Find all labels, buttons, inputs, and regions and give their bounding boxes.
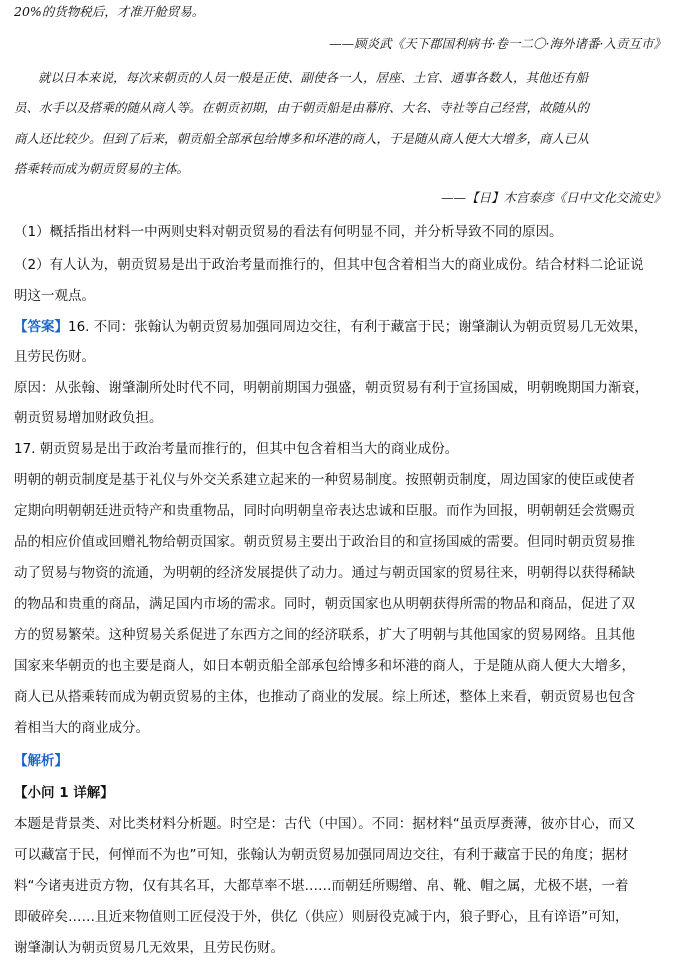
answer-reason-line: 原因：从张翰、谢肇淛所处时代不同，明朝前期国力强盛，朝贡贸易有利于宣扬国威，明朝晚期国力渐衰， bbox=[14, 380, 649, 396]
analysis-line: 本题是背景类、对比类材料分析题。时空是：古代（中国）。不同：据材料“虽贡厚赉薄，彼亦甘心，而又 bbox=[14, 816, 636, 832]
analysis-label: 【解析】 bbox=[14, 753, 68, 769]
excerpt-para-line: 就以日本来说，每次来朝贡的人员一般是正使、副使各一人，居座、土官、通事各数人，其他还有船 bbox=[38, 70, 589, 85]
answer-essay-line: 定期向明朝朝廷进贡特产和贵重物品，同时向明朝皇帝表达忠诚和臣服。而作为回报，明朝朝廷会赏赐贡 bbox=[14, 503, 635, 519]
answer-essay-line: 商人已从搭乘转而成为朝贡贸易的主体，也推动了商业的发展。综上所述，整体上来看，朝贡贸易也包含 bbox=[14, 689, 635, 705]
answer-essay-line: 国家来华朝贡的也主要是商人，如日本朝贡船全部承包给博多和坏港的商人，于是随从商人便大大增多， bbox=[14, 658, 635, 674]
question-2-line: 明这一观点。 bbox=[14, 288, 95, 304]
analysis-line: 谢肇淛认为朝贡贸易几无效果，且劳民伤财。 bbox=[14, 940, 284, 956]
answer-reason-line: 朝贡贸易增加财政负担。 bbox=[14, 410, 163, 426]
answer-label: 【答案】 bbox=[14, 319, 68, 335]
answer-essay-line: 着相当大的商业成分。 bbox=[14, 720, 149, 736]
answer-17-line: 17. 朝贡贸易是出于政治考量而推行的，但其中包含着相当大的商业成份。 bbox=[14, 441, 459, 457]
answer-16-line bbox=[14, 318, 679, 336]
excerpt-para-line: 商人还比较少。但到了后来，朝贡船全部承包给博多和坏港的商人，于是随从商人便大大增多，商人已从 bbox=[14, 131, 590, 146]
answer-essay-line: 品的相应价值或回赠礼物给朝贡国家。朝贡贸易主要出于政治目的和宣扬国威的需要。但同时朝贡贸易推 bbox=[14, 534, 635, 550]
excerpt-line: 20%的货物税后，才准开舱贸易。 bbox=[14, 4, 205, 19]
question-2-line: （2）有人认为，朝贡贸易是出于政治考量而推行的，但其中包含着相当大的商业成份。结合材料二论证说 bbox=[14, 257, 644, 273]
excerpt-para-line: 搭乘转而成为朝贡贸易的主体。 bbox=[14, 161, 190, 176]
citation-gu-yanwu: ——顾炎武《天下郡国利病书·卷一二〇·海外诸番·入贡互市》 bbox=[329, 36, 666, 51]
answer-essay-line: 方的贸易繁荣。这种贸易关系促进了东西方之间的经济联系，扩大了明朝与其他国家的贸易网络。且其他 bbox=[14, 627, 635, 643]
answer-essay-line: 动了贸易与物资的流通，为明朝的经济发展提供了动力。通过与朝贡国家的贸易往来，明朝得以获得稀缺 bbox=[14, 565, 635, 581]
answer-essay-line: 的物品和贵重的商品，满足国内市场的需求。同时，朝贡国家也从明朝获得所需的物品和商品，促进了双 bbox=[14, 596, 635, 612]
answer-16-text: 16. 不同：张翰认为朝贡贸易加强同周边交往，有利于藏富于民；谢肇淛认为朝贡贸易几无效果， bbox=[68, 319, 648, 335]
answer-16-line: 且劳民伤财。 bbox=[14, 349, 95, 365]
analysis-sub-label: 【小问 1 详解】 bbox=[14, 785, 114, 801]
analysis-line: 可以藏富于民，何惮而不为也”可知，张翰认为朝贡贸易加强同周边交往，有利于藏富于民的角度；据材 bbox=[14, 847, 629, 863]
analysis-line: 料“今诸夷进贡方物，仅有其名耳，大都草率不堪……而朝廷所赐缯、帛、靴、帽之属，尤极不堪，一着 bbox=[14, 878, 629, 894]
answer-essay-line: 明朝的朝贡制度是基于礼仪与外交关系建立起来的一种贸易制度。按照朝贡制度，周边国家的使臣或使者 bbox=[14, 472, 635, 488]
analysis-line: 即破碎矣……且近来物值则工匠侵没于外，供亿（供应）则厨役克减于内，狼子野心，且有谇语”可知， bbox=[14, 909, 629, 925]
excerpt-para-line: 员、水手以及搭乘的随从商人等。在朝贡初期，由于朝贡船是由幕府、大名、寺社等自己经营，故随从的 bbox=[14, 100, 590, 115]
question-1: （1）概括指出材料一中两则史料对朝贡贸易的看法有何明显不同，并分析导致不同的原因。 bbox=[14, 224, 563, 240]
citation-kimiya: ——【日】木宫泰彦《日中文化交流史》 bbox=[440, 190, 666, 205]
